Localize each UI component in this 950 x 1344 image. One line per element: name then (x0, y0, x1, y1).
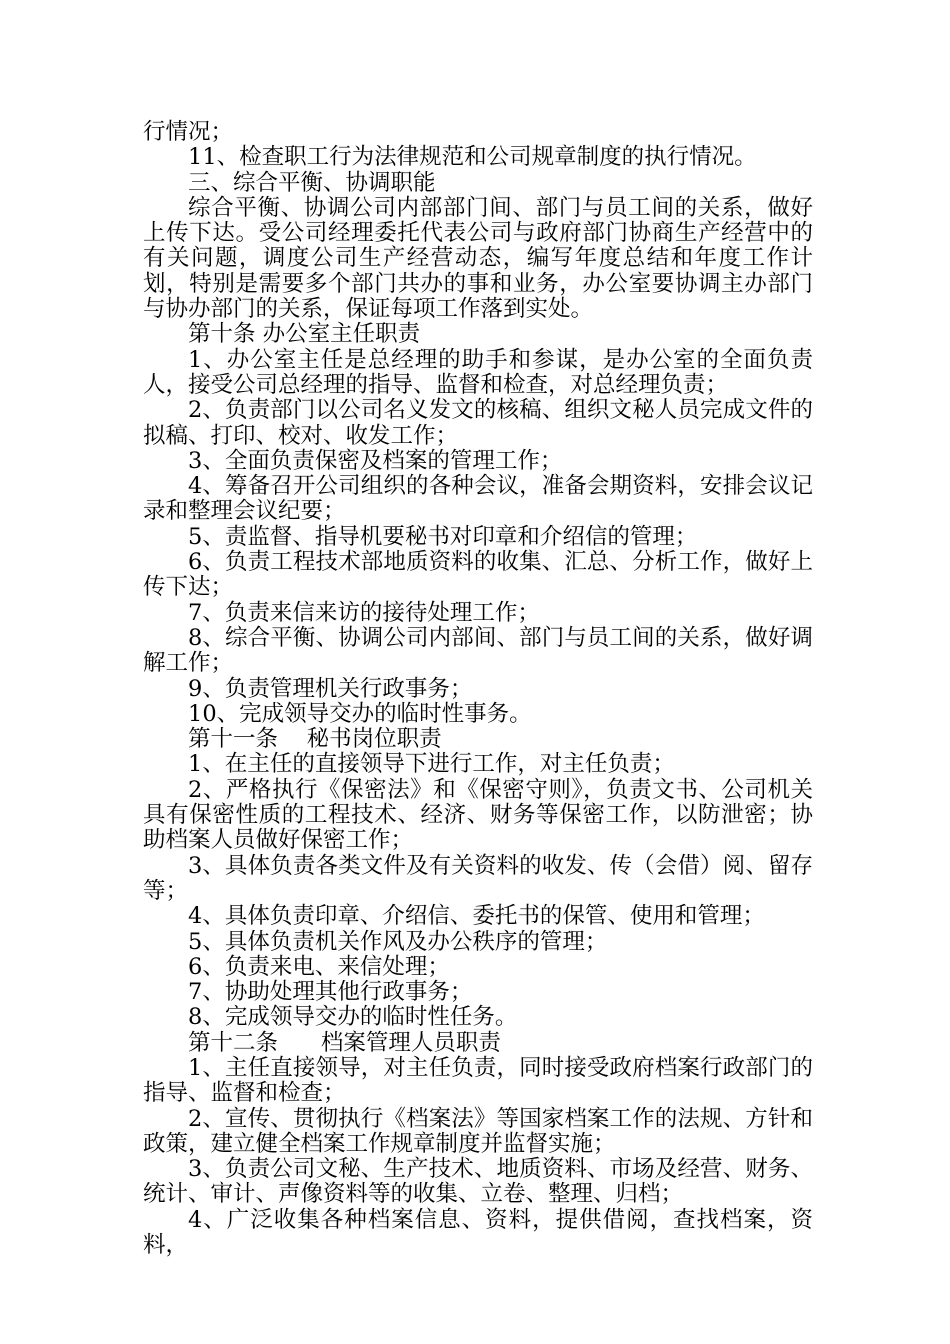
document-paragraph: 7、协助处理其他行政事务； (188, 979, 473, 1006)
document-paragraph: 8、综合平衡、协调公司内部间、部门与员工间的关系，做好调解工作； (143, 624, 813, 677)
document-paragraph: 2、负责部门以公司名义发文的核稿、组织文秘人员完成文件的拟稿、打印、校对、收发工作； (143, 397, 813, 449)
document-paragraph: 6、负责来电、来信处理； (188, 953, 450, 980)
document-paragraph: 2、宣传、贯彻执行《档案法》等国家档案工作的法规、方针和政策，建立健全档案工作规章制度并监督实施； (143, 1105, 813, 1157)
document-paragraph: 9、负责管理机关行政事务； (188, 675, 473, 702)
document-paragraph: 6、负责工程技术部地质资料的收集、汇总、分析工作，做好上传下达； (143, 549, 813, 601)
document-paragraph: 7、负责来信来访的接待处理工作； (188, 599, 540, 626)
document-paragraph: 4、广泛收集各种档案信息、资料，提供借阅，查找档案，资料， (143, 1206, 813, 1259)
document-paragraph: 行情况； (143, 119, 234, 145)
document-paragraph: 5、责监督、指导机要秘书对印章和介绍信的管理； (188, 523, 698, 550)
document-paragraph: 4、具体负责印章、介绍信、委托书的保管、使用和管理； (188, 903, 765, 930)
document-paragraph: 3、全面负责保密及档案的管理工作； (188, 447, 563, 474)
document-paragraph: 8、完成领导交办的临时性任务。 (188, 1004, 518, 1031)
document-paragraph: 第十二条 档案管理人员职责 (188, 1029, 501, 1056)
document-paragraph: 3、具体负责各类文件及有关资料的收发、传（会借）阅、留存等； (143, 852, 813, 904)
document-paragraph: 10、完成领导交办的临时性事务。 (188, 700, 532, 727)
document-paragraph: 2、严格执行《保密法》和《保密守则》，负责文书、公司机关具有保密性质的工程技术、经济、财务等保密工作，以防泄密；协助档案人员做好保密工作； (143, 776, 813, 854)
document-paragraph: 1、在主任的直接领导下进行工作，对主任负责； (188, 751, 675, 778)
document-paragraph: 5、具体负责机关作风及办公秩序的管理； (188, 928, 608, 955)
document-paragraph: 综合平衡、协调公司内部部门间、部门与员工间的关系，做好上传下达。受公司经理委托代表公司与政府部门协商生产经营中的有关问题，调度公司生产经营动态，编写年度总结和年度工作计划，特别是需要多个部门共办的事和业务，办公室要协调主办部门与协办部门的关系，保证每项工作落到实处。 (143, 194, 813, 323)
document-paragraph: 第十一条 秘书岗位职责 (188, 726, 442, 753)
document-paragraph: 4、筹备召开公司组织的各种会议，准备会期资料，安排会议记录和整理会议纪要； (143, 473, 813, 525)
document-paragraph: 1、办公室主任是总经理的助手和参谋，是办公室的全面负责人，接受公司总经理的指导、监督和检查，对总经理负责； (143, 346, 813, 398)
document-page (143, 120, 813, 1258)
document-paragraph: 1、主任直接领导，对主任负责，同时接受政府档案行政部门的指导、监督和检查； (143, 1054, 813, 1107)
document-paragraph: 11、检查职工行为法律规范和公司规章制度的执行情况。 (188, 144, 757, 171)
document-paragraph: 3、负责公司文秘、生产技术、地质资料、市场及经营、财务、统计、审计、声像资料等的收集、立卷、整理、归档； (143, 1156, 813, 1208)
document-paragraph: 三、综合平衡、协调职能 (188, 169, 436, 196)
document-paragraph: 第十条 办公室主任职责 (188, 321, 421, 348)
